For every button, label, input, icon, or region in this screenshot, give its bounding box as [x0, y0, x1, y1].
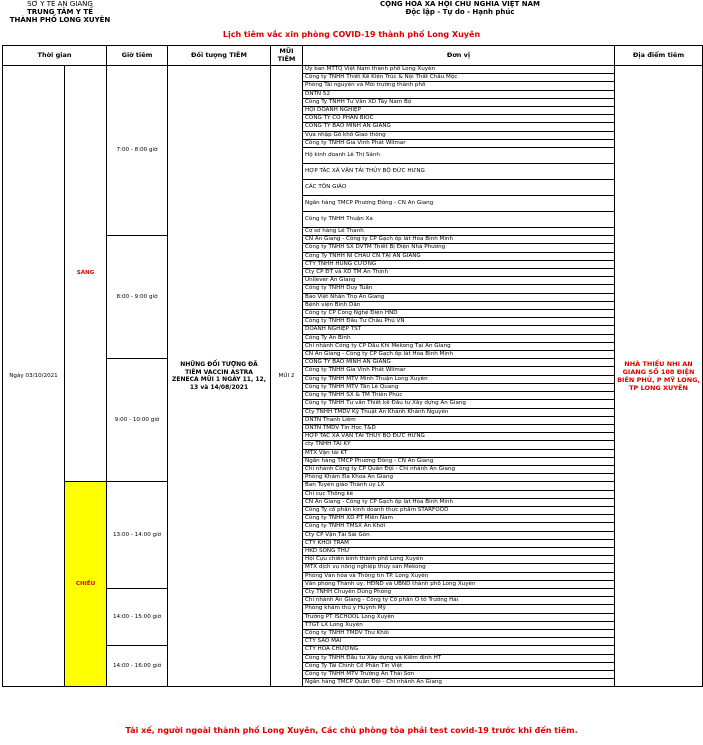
time-slot: 14:00 - 15:00 giờ [107, 588, 168, 645]
unit-name: Công ty TNHH SX DVTM Thiết Bị Điện Nhà Phương [303, 244, 615, 252]
unit-name: HỢP TÁC XÃ VẬN TẢI THỦY BỘ ĐỨC HƯNG [303, 433, 615, 441]
column-header-target: Đối tượng TIÊM [168, 46, 271, 66]
agency-line-3: THÀNH PHỐ LONG XUYÊN [9, 16, 111, 24]
unit-name: Công ty TNHH MTV Tân Lê Quang [303, 383, 615, 391]
table-row [3, 359, 703, 367]
unit-name: CN An Giang - Công ty CP Gạch ốp lát Hòa Bình Minh [303, 498, 615, 506]
unit-name: Văn phòng Thành ủy, HĐND và UBND thành phố Long Xuyên [303, 580, 615, 588]
table-row [3, 482, 703, 490]
table-header-row [3, 46, 703, 66]
footer-note: Tài xế, người ngoài thành phố Long Xuyên, Các chủ phòng tỏa phải test covid-19 trước khi đến tiêm. [125, 726, 578, 735]
unit-name: Công ty TNHH Thiết Kế Kiến Trúc & Nội Thất Châu Mộc [303, 74, 615, 82]
time-slot: 8:00 - 9:00 giờ [107, 236, 168, 359]
unit-name: Chi cục Thống kê [303, 490, 615, 498]
unit-name: Công ty TNHH Gia Vinh Phát Wilmar [303, 139, 615, 147]
unit-name: Công Ty An Bình [303, 334, 615, 342]
unit-name: Phòng khám thú y Huỳnh Mỹ [303, 605, 615, 613]
unit-name: Công Ty cổ phần kinh doanh thực phẩm STARFOOD [303, 506, 615, 514]
unit-name: CTY SAO MAI [303, 638, 615, 646]
national-line-1: CỘNG HOÀ XÃ HỘI CHỦ NGHĨA VIỆT NAM [379, 0, 540, 8]
unit-name: Công Ty TNHH NỈ CHÂU CN TẠI AN GIANG [303, 252, 615, 260]
session-afternoon: CHIỀU [65, 482, 107, 687]
time-slot: 14:00 - 16:00 giờ [107, 646, 168, 687]
unit-name: Bảo Việt Nhân Thọ An Giang [303, 293, 615, 301]
unit-name: CÔNG TY BẢO MINH AN GIANG [303, 123, 615, 131]
unit-name: cty TNHH TÀI KỲ [303, 441, 615, 449]
unit-name: Cty CP Vận Tải Sài Gòn [303, 531, 615, 539]
unit-name: Công ty TNHH TMSX An Khởi [303, 523, 615, 531]
unit-name: Phòng Văn hóa và Thông tin TP. Long Xuyên [303, 572, 615, 580]
table-row [3, 236, 703, 244]
unit-name: Công ty TNHH XD PT Miền Nam [303, 515, 615, 523]
unit-name: DNTN TMDV Tín Học T&D [303, 424, 615, 432]
table-row [3, 66, 703, 74]
schedule-body [3, 66, 703, 687]
column-header-time: Thời gian [3, 46, 107, 66]
unit-name: Ban Tuyên giáo Thành ủy LX [303, 482, 615, 490]
unit-name: TTGT LX Long Xuyên [303, 621, 615, 629]
agency-line-2: TRUNG TÂM Y TẾ [26, 8, 93, 16]
time-slot: 7:00 - 8:00 giờ [107, 66, 168, 236]
unit-name: Công ty TNHH Đầu Tư Châu Phú VN [303, 318, 615, 326]
unit-name: CÔNG TY CỔ PHẦN BIOC [303, 115, 615, 123]
unit-name: Cơ sở hàng Lê Thanh [303, 228, 615, 236]
unit-name: Công ty TNHH Tư vấn Thiết kế Đầu tư Xây dựng An Giang [303, 400, 615, 408]
table-row [3, 588, 703, 596]
unit-name: Công ty TNHH MTV Trường An Thái Sơn [303, 671, 615, 679]
unit-name: DNTN Thanh Liêm [303, 416, 615, 424]
unit-name: Ngân hàng TMCP Quân Đội - Chi nhánh An Giang [303, 679, 615, 687]
unit-name: CN An Giang - Công ty CP Gạch ốp lát Hòa Bình Minh [303, 236, 615, 244]
national-line-2: Độc lập - Tự do - Hạnh phúc [405, 8, 515, 16]
column-header-hour: Giờ tiêm [107, 46, 168, 66]
schedule-table [2, 45, 703, 687]
unit-name: Chi nhánh An Giang - Công ty Cổ phần Ô tô Trường Hải [303, 597, 615, 605]
unit-name: Bệnh viện Bình Dân [303, 301, 615, 309]
unit-name: Công ty TNHH MTV Minh Thuận Long Xuyên [303, 375, 615, 383]
unit-name: Công ty TNHH TMDV Thư Khôi [303, 629, 615, 637]
unit-name: DOANH NGHIỆP TST [303, 326, 615, 334]
unit-name: HỘI DOANH NGHIỆP [303, 107, 615, 115]
column-header-dose: MŨI TIÊM [271, 46, 303, 66]
dose-number: MŨI 2 [271, 66, 303, 687]
time-slot: 13:00 - 14:00 giờ [107, 482, 168, 589]
unit-name: Công ty TNHH Duy Tuấn [303, 285, 615, 293]
schedule-date: Ngày 03/10/2021 [3, 66, 65, 687]
unit-name: Cty CP ĐT và XD TM Ân Thịnh [303, 269, 615, 277]
unit-name: Công ty CP Công Nghệ Điện HND [303, 310, 615, 318]
unit-name: CÁC TÔN GIÁO [303, 180, 615, 196]
agency-line-1: SỞ Y TẾ AN GIANG [27, 0, 93, 8]
unit-name: Trường PT ISCHOOL Long Xuyên [303, 613, 615, 621]
unit-name: Công ty TNHH Gia Vinh Phát Wilmar [303, 367, 615, 375]
unit-name: CTY TNHH HÙNG CƯỜNG [303, 260, 615, 268]
unit-name: Công ty TNHH Thuận Xa [303, 212, 615, 228]
unit-name: Ngân hàng TMCP Phương Đông - CN An Giang [303, 457, 615, 465]
unit-name: MTX dịch vụ nông nghiệp thủy sản Mekong [303, 564, 615, 572]
session-morning: SÁNG [65, 66, 107, 482]
unit-name: Chi nhánh Công ty CP Dầu Khí Mekong Tại An Giang [303, 342, 615, 350]
unit-name: Phòng Tài nguyên và Môi trường thành phố [303, 82, 615, 90]
time-slot: 9:00 - 10:00 giờ [107, 359, 168, 482]
unit-name: Phòng Khám Đa Khoa An Giang [303, 474, 615, 482]
national-header [355, 0, 565, 16]
unit-name: Chi nhánh Công ty CP Quân Đội - Chi nhánh An Giang [303, 465, 615, 473]
unit-name: Vựa nhập Gỗ khổ Giao thông [303, 131, 615, 139]
target-group: NHỮNG ĐỐI TƯỢNG ĐÃ TIÊM VACCIN ASTRA ZENECA MŨI 1 NGÀY 11, 12, 13 và 14/08/2021 [168, 66, 271, 687]
unit-name: CN An Giang - Công ty CP Gạch ốp lát Hòa Bình Minh [303, 351, 615, 359]
unit-name: Uỷ ban MTTQ Việt Nam thành phố Long Xuyên [303, 66, 615, 74]
unit-name: CTY KHÔI TRÂM [303, 539, 615, 547]
unit-name: Ngân hàng TMCP Phương Đông - CN An Giang [303, 196, 615, 212]
column-header-unit: Đơn vị [303, 46, 615, 66]
unit-name: MTX Vận tải KT [303, 449, 615, 457]
unit-name: Công ty TNHH Đầu tư Xây dựng và Kiểm định HT [303, 654, 615, 662]
column-header-place: Địa điểm tiêm [615, 46, 703, 66]
unit-name: Hội Cựu chiến binh thành phố Long Xuyên [303, 556, 615, 564]
table-row [3, 646, 703, 654]
unit-name: HKD SONG THƯ [303, 547, 615, 555]
unit-name: HỢP TÁC XÃ VẬN TẢI THỦY BỘ ĐỨC HƯNG [303, 164, 615, 180]
unit-name: Unilever An Giang [303, 277, 615, 285]
unit-name: Công Ty Tài Chính Cổ Phần Tín Việt [303, 662, 615, 670]
unit-name: Công Ty TNHH Tư Vấn XD Tây Nam Bộ [303, 98, 615, 106]
unit-name: Cty TNHH TMDV Kỹ Thuật An Khánh Khánh Nguyên [303, 408, 615, 416]
unit-name: Cty TNHH Chuyên Dùng Phòng [303, 588, 615, 596]
unit-name: CTY HÒA CHƯƠNG [303, 646, 615, 654]
document-title: Lịch tiêm vắc xin phòng COVID-19 thành phố Long Xuyên [222, 30, 481, 39]
agency-header [0, 0, 120, 24]
unit-name: CÔNG TY BẢO MINH AN GIANG [303, 359, 615, 367]
unit-name: Công ty TNHH SX & TM Thiên Phúc [303, 392, 615, 400]
vaccination-place: NHÀ THIẾU NHI AN GIANG SỐ 108 ĐIỆN BIÊN PHỦ, P MỸ LONG, TP LONG XUYÊN [615, 66, 703, 687]
unit-name: DNTN 52 [303, 90, 615, 98]
unit-name: Hộ kinh doanh Lê Thị Sánh [303, 148, 615, 164]
